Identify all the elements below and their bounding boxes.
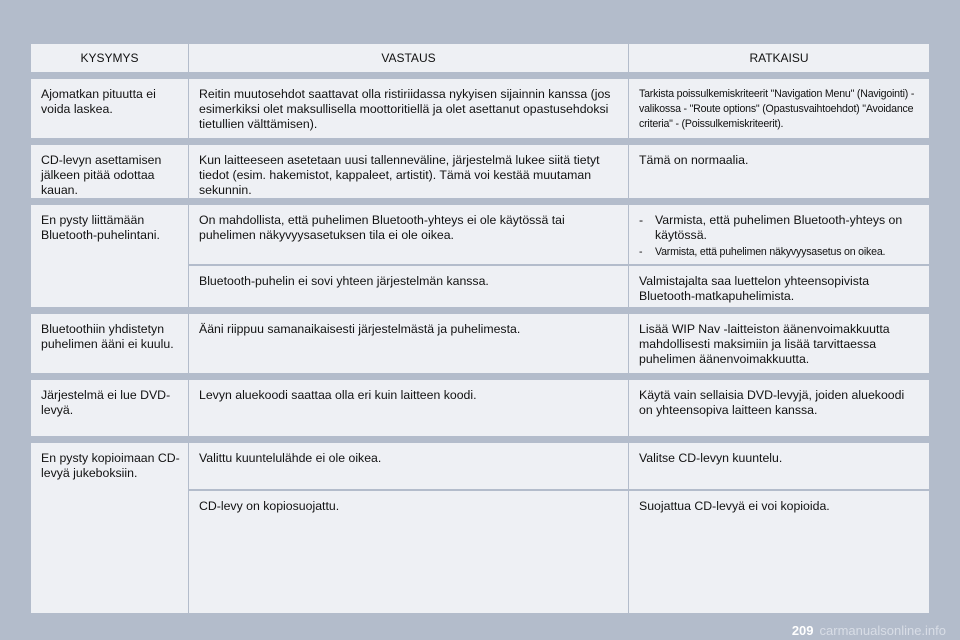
answer-cell: Levyn aluekoodi saattaa olla eri kuin laitteen koodi.	[189, 380, 628, 436]
table-header	[31, 44, 929, 72]
solution-cell: Valmistajalta saa luettelon yhteensopivista Bluetooth-matkapuhelimista.	[629, 266, 929, 307]
table-row	[31, 380, 929, 436]
list-item	[639, 245, 921, 260]
header-solution: RATKAISU	[629, 44, 929, 72]
answer-cell: CD-levy on kopiosuojattu.	[189, 491, 628, 613]
question-cell: Bluetoothiin yhdistetyn puhelimen ääni ei kuulu.	[31, 314, 188, 373]
list-item-text: Varmista, että puhelimen näkyvyysasetus on oikea.	[655, 246, 886, 258]
list-item-text: Varmista, että puhelimen Bluetooth-yhteys on käytössä.	[655, 213, 903, 242]
answer-cell: Kun laitteeseen asetetaan uusi tallenneväline, järjestelmä lukee siitä tietyt tiedot (esim. hakemistot, kappaleet, artistit). Tämä voi kestää muutaman sekunnin.	[189, 145, 628, 198]
solution-cell: Tarkista poissulkemiskriteerit "Navigation Menu" (Navigointi) -valikossa - "Route options" (Opastusvaihtoehdot) "Avoidance criteria" - (Poissulkemiskriteerit).	[629, 79, 929, 138]
solution-cell: Lisää WIP Nav -laitteiston äänenvoimakkuutta mahdollisesti maksimiin ja lisää tarvittaessa puhelimen äänenvoimakkuutta.	[629, 314, 929, 373]
question-cell: En pysty kopioimaan CD-levyä jukeboksiin.	[31, 443, 188, 613]
solution-cell: Tämä on normaalia.	[629, 145, 929, 198]
table-row	[31, 443, 929, 613]
header-answer: VASTAUS	[189, 44, 628, 72]
watermark: carmanualsonline.info	[819, 623, 946, 638]
question-cell: Järjestelmä ei lue DVD-levyä.	[31, 380, 188, 436]
page-footer	[792, 623, 946, 638]
table-row	[31, 145, 929, 198]
answer-cell: Reitin muutosehdot saattavat olla ristiriidassa nykyisen sijainnin kanssa (jos esimerkiksi olet maksullisella moottoritiellä ja olet asettanut opastusehdoksi tietullien välttämisen).	[189, 79, 628, 138]
answer-cell: Valittu kuuntelulähde ei ole oikea.	[189, 443, 628, 489]
table-row	[31, 79, 929, 138]
answer-cell: Bluetooth-puhelin ei sovi yhteen järjestelmän kanssa.	[189, 266, 628, 307]
list-dash: -	[639, 246, 643, 258]
solution-cell: Käytä vain sellaisia DVD-levyjä, joiden aluekoodi on yhteensopiva laitteen kanssa.	[629, 380, 929, 436]
page-number: 209	[791, 623, 814, 638]
list-item	[639, 213, 921, 243]
table-row	[31, 314, 929, 373]
header-question: KYSYMYS	[31, 44, 188, 72]
question-cell: CD-levyn asettamisen jälkeen pitää odottaa kauan.	[31, 145, 188, 198]
question-cell: En pysty liittämään Bluetooth-puhelintani.	[31, 205, 188, 307]
table-row	[31, 205, 929, 307]
solution-cell: Valitse CD-levyn kuuntelu.	[629, 443, 929, 489]
question-cell: Ajomatkan pituutta ei voida laskea.	[31, 79, 188, 138]
answer-cell: On mahdollista, että puhelimen Bluetooth-yhteys ei ole käytössä tai puhelimen näkyvyysasetuksen tila ei ole oikea.	[189, 205, 628, 264]
solution-cell: Suojattua CD-levyä ei voi kopioida.	[629, 491, 929, 613]
list-dash: -	[639, 213, 644, 227]
solution-cell	[629, 205, 929, 264]
answer-cell: Ääni riippuu samanaikaisesti järjestelmästä ja puhelimesta.	[189, 314, 628, 373]
troubleshooting-table	[31, 44, 929, 620]
